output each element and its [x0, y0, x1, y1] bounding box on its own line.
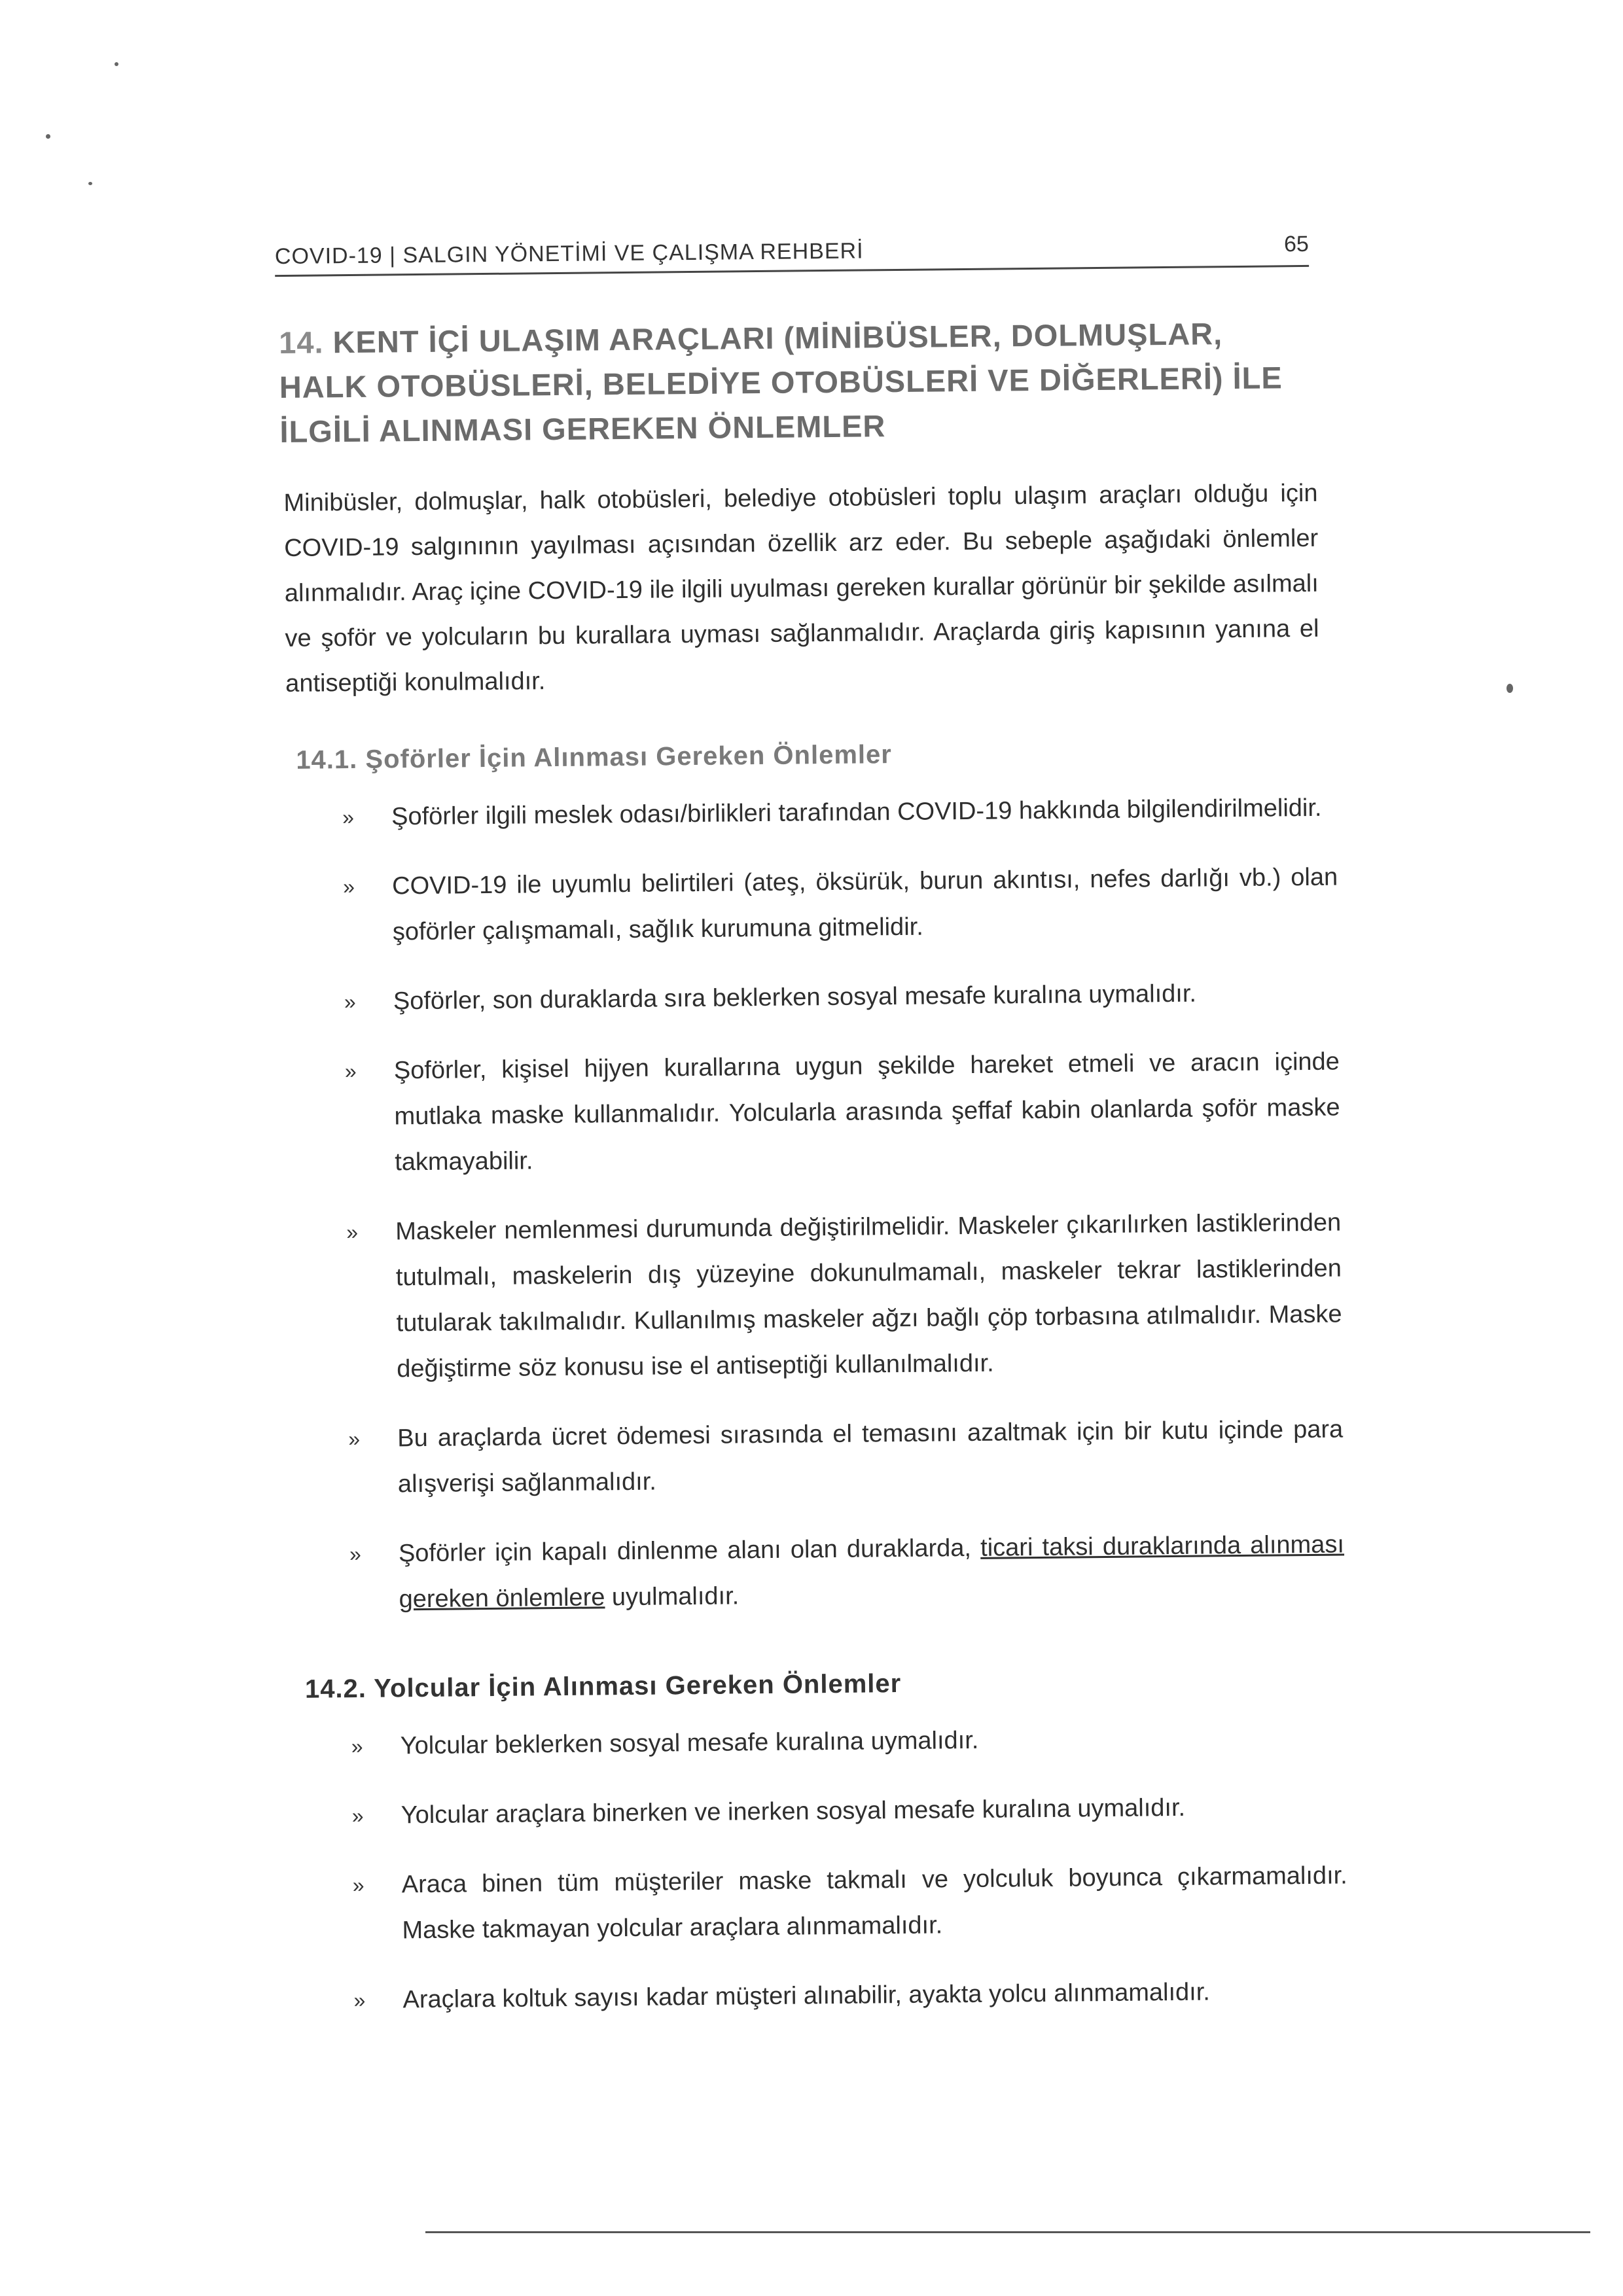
list-item — [343, 855, 1338, 956]
section-heading — [279, 311, 1314, 454]
list-item — [352, 1852, 1347, 1954]
list-item-text: Araçlara koltuk sayısı kadar müşteri alınabilir, ayakta yolcu alınmamalıdır. — [402, 1978, 1211, 2014]
list-item — [345, 1039, 1341, 1186]
subsection-number: 14.2. — [304, 1674, 367, 1704]
bullet-icon: » — [344, 989, 356, 1014]
list-item-text-before: Şoförler için kapalı dinlenme alanı olan duraklarda, — [398, 1534, 981, 1568]
list-item — [353, 1968, 1349, 2023]
list-item-text-after: uyulmalıdır. — [605, 1582, 740, 1612]
page-number: 65 — [1283, 231, 1309, 257]
list-item-text: Maskeler nemlenmesi durumunda değiştirilmelidir. Maskeler çıkarılırken lastiklerinden tutulmalı, maskelerin dış yüzeyine dokunulmamalı, maskeler tekrar lastiklerinden tutularak takılmalıdır. Kullanılmış maskeler ağzı bağlı çöp torbasına atılmalıdır. Maske değiştirme söz konusu ise el antiseptiği kullanılmalıdır. — [395, 1209, 1342, 1383]
drivers-measures-list — [342, 785, 1345, 1647]
list-item-text: Yolcular araçlara binerken ve inerken sosyal mesafe kuralına uymalıdır. — [401, 1793, 1186, 1829]
list-item — [346, 1200, 1343, 1393]
list-item — [342, 785, 1338, 841]
section-title: KENT İÇİ ULAŞIM ARAÇLARI (MİNİBÜSLER, DOLMUŞLAR, HALK OTOBÜSLERİ, BELEDİYE OTOBÜSLERİ VE DİĞERLERİ) İLE İLGİLİ ALINMASI GEREKEN ÖNLEMLER — [279, 316, 1283, 450]
passengers-measures-list — [351, 1714, 1349, 2047]
list-item-text: Şoförler ilgili meslek odası/birlikleri tarafından COVID-19 hakkında bilgilendirilmelidir. — [391, 794, 1322, 831]
bullet-icon: » — [352, 1873, 365, 1898]
bullet-icon: » — [346, 1220, 359, 1245]
subsection-heading-drivers — [296, 736, 1317, 775]
list-item-text: Şoförler, son duraklarda sıra beklerken sosyal mesafe kuralına uymalıdır. — [393, 980, 1197, 1016]
footer-rule — [425, 2231, 1590, 2233]
list-item — [348, 1407, 1344, 1508]
bullet-icon: » — [343, 874, 355, 899]
list-item — [344, 970, 1340, 1025]
subsection-heading-passengers — [305, 1665, 1326, 1704]
intro-paragraph: Minibüsler, dolmuşlar, halk otobüsleri, belediye otobüsleri toplu ulaşım araçları olduğu için COVID-19 salgınının yayılması açısından özellik arz eder. Bu sebeple aşağıdaki önlemler alınmalıdır. Araç içine COVID-19 ile ilgili uyulması gereken kurallar görünür bir şekilde asılmalı ve şoför ve yolcuların bu kurallara uyması sağlanmalıdır. Araçlarda giriş kapısının yanına el antiseptiği konulmalıdır. — [283, 479, 1319, 698]
running-header-title: COVID-19 | SALGIN YÖNETİMİ VE ÇALIŞMA REHBERİ — [274, 238, 864, 270]
subsection-number: 14.1. — [296, 745, 358, 775]
list-item — [349, 1522, 1345, 1623]
subsection-title: Şoförler İçin Alınması Gereken Önlemler — [365, 740, 893, 774]
bullet-icon: » — [344, 1059, 357, 1084]
bullet-icon: » — [349, 1542, 361, 1566]
list-item-text: Bu araçlarda ücret ödemesi sırasında el temasını azaltmak için bir kutu içinde para alışverişi sağlanmalıdır. — [397, 1415, 1344, 1498]
list-item-text: Yolcular beklerken sosyal mesafe kuralına uymalıdır. — [400, 1726, 979, 1760]
bullet-icon: » — [348, 1426, 361, 1451]
section-number: 14. — [278, 325, 324, 361]
bullet-icon: » — [351, 1803, 364, 1828]
running-header — [275, 226, 1310, 277]
list-item-text: COVID-19 ile uyumlu belirtileri (ateş, öksürük, burun akıntısı, nefes darlığı vb.) olan şoförler çalışmamalı, sağlık kurumuna gitmelidir. — [391, 863, 1338, 946]
list-item-text: Şoförler, kişisel hijyen kurallarına uygun şekilde hareket etmeli ve aracın içinde mutlaka maske kullanmalıdır. Yolcularla arasında şeffaf kabin olanlarda şoför maske takmayabilir. — [393, 1048, 1340, 1176]
list-item — [351, 1714, 1346, 1769]
list-item-text: Araca binen tüm müşteriler maske takmalı ve yolculuk boyunca çıkarmamalıdır. Maske takmayan yolcular araçlara alınmamalıdır. — [401, 1862, 1347, 1945]
bullet-icon: » — [342, 805, 355, 830]
bullet-icon: » — [351, 1734, 363, 1759]
subsection-title: Yolcular İçin Alınması Gereken Önlemler — [374, 1669, 902, 1703]
list-item — [351, 1783, 1347, 1839]
cross-reference-link[interactable]: ticari taksi duraklarında alınması gereken önlemlere — [399, 1530, 1345, 1614]
bullet-icon: » — [353, 1988, 366, 2013]
